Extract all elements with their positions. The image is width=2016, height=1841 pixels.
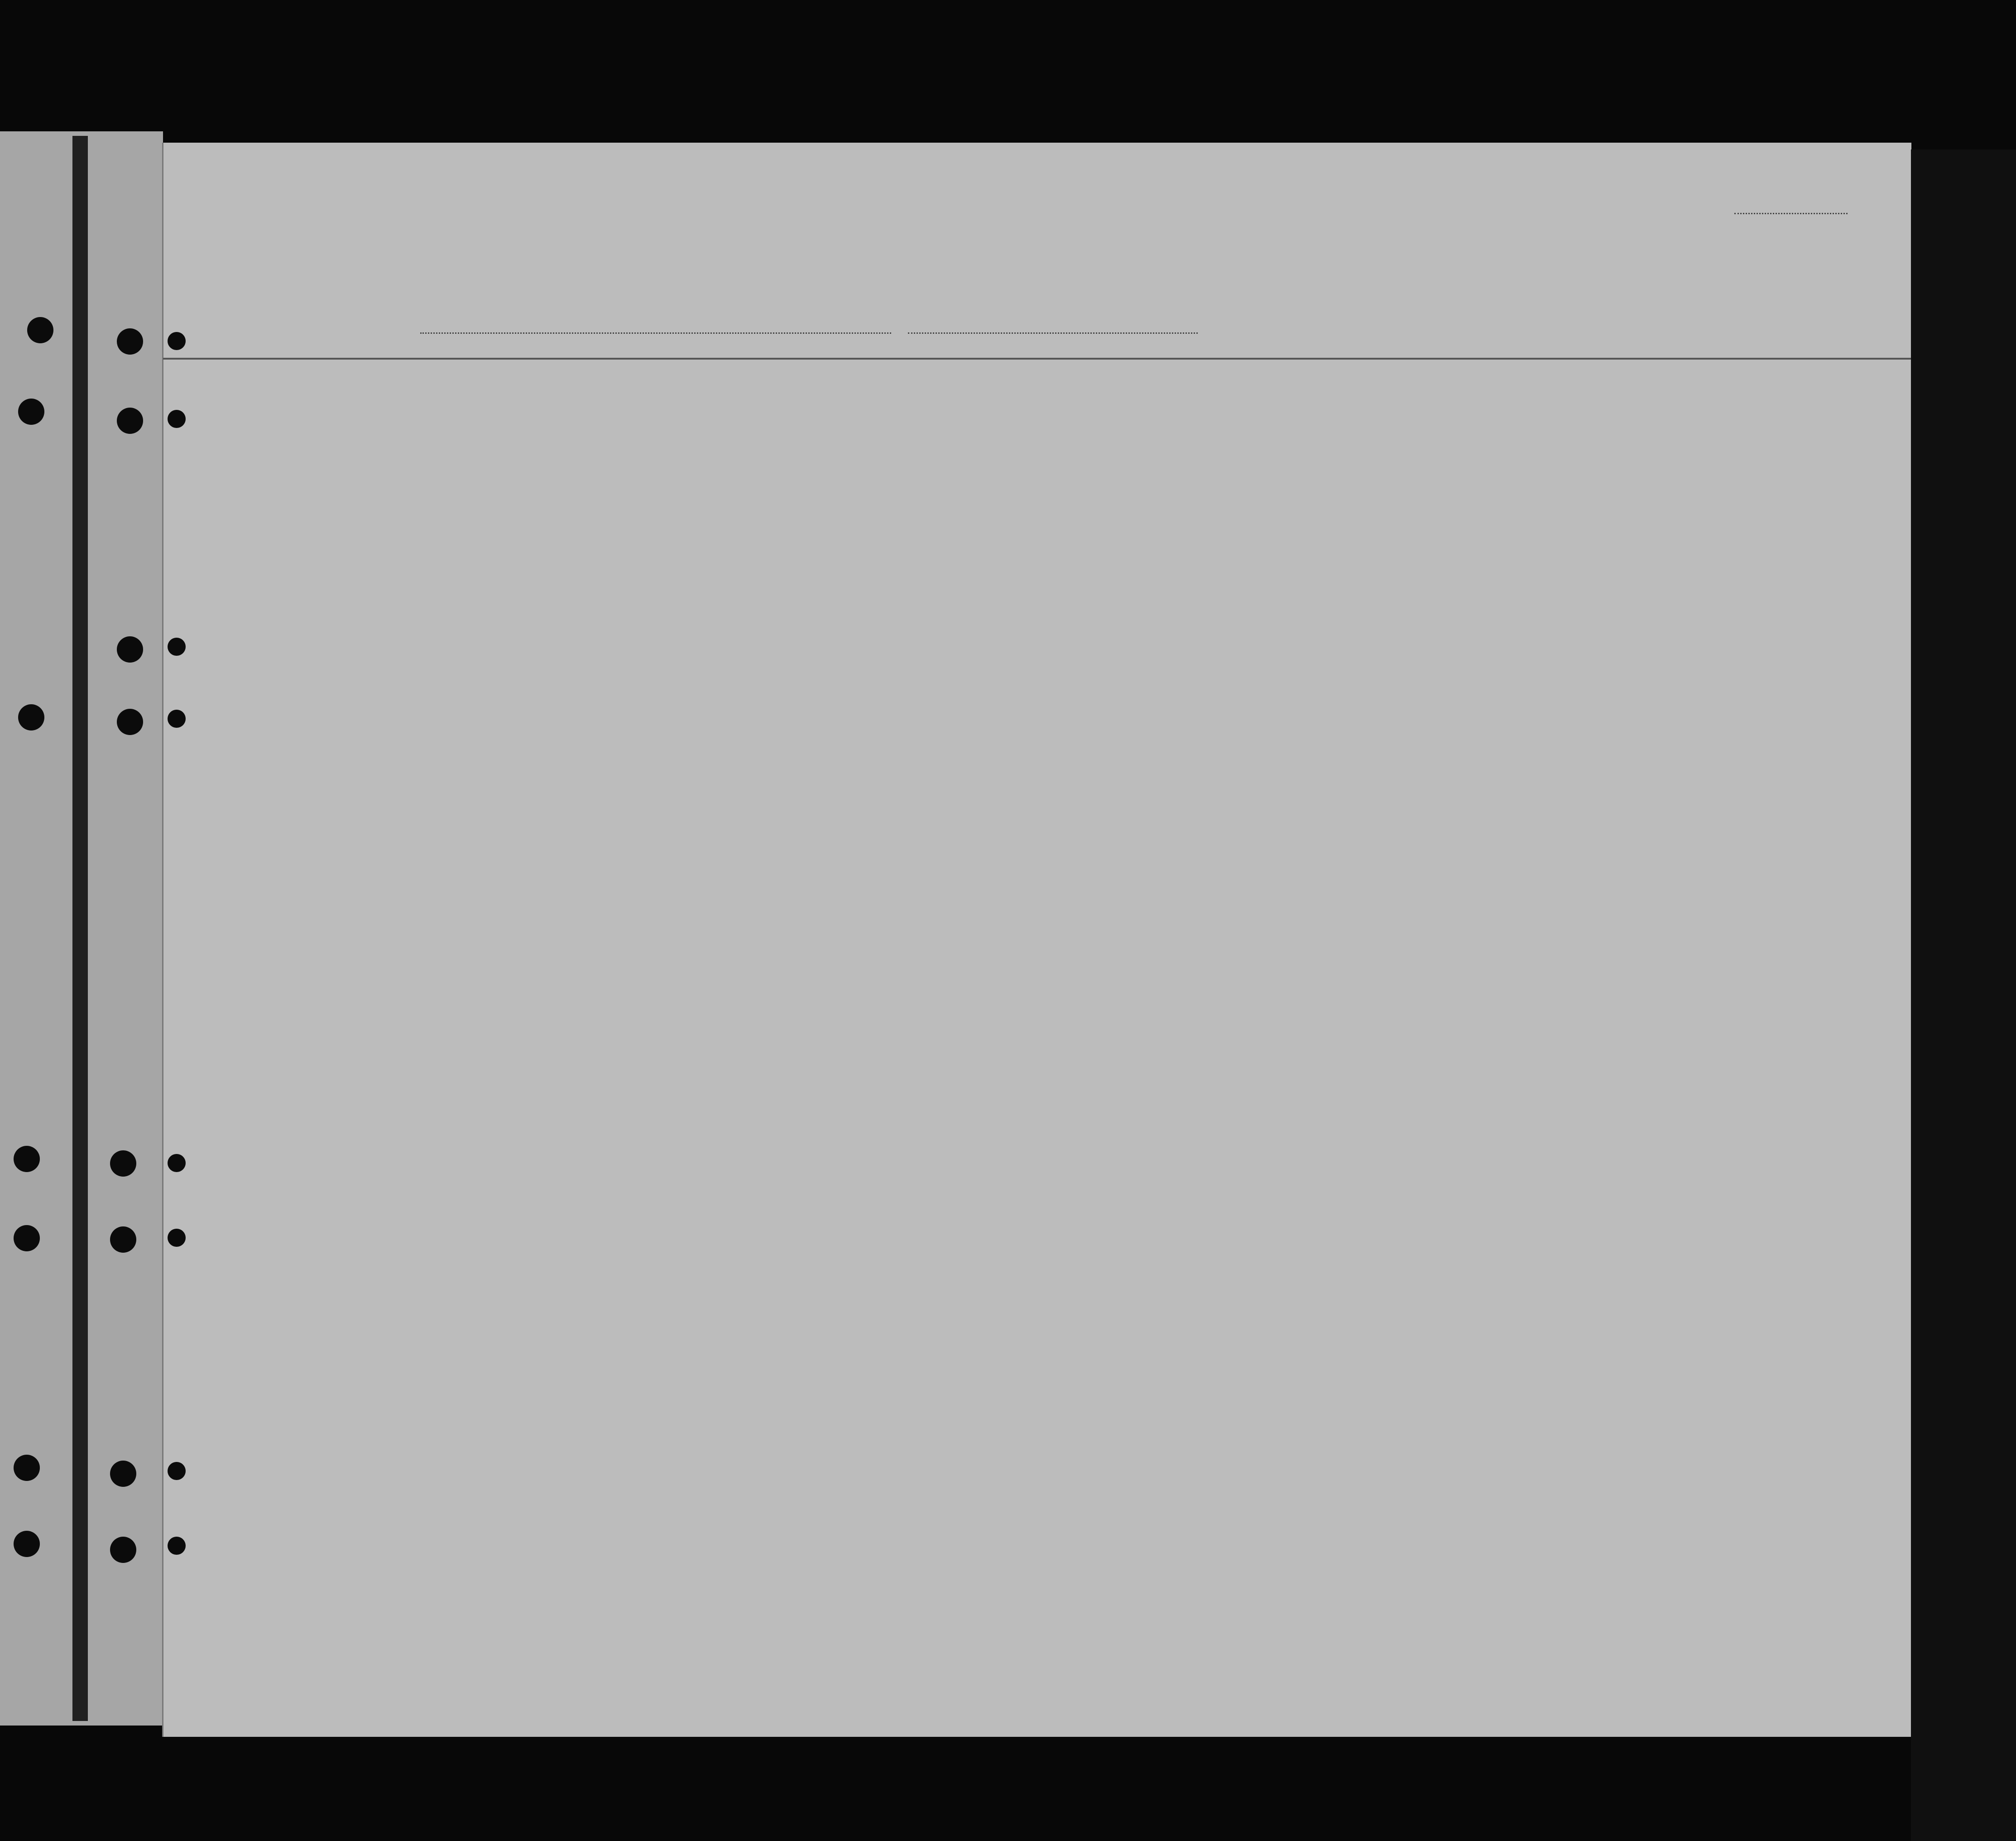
header-purpose-b bbox=[1214, 419, 1241, 516]
header-fifty-dollars bbox=[756, 399, 779, 512]
header-question-28 bbox=[1366, 399, 1411, 516]
header-inches bbox=[1626, 476, 1639, 516]
header-ticket bbox=[638, 399, 664, 512]
header-arrested bbox=[1476, 399, 1496, 516]
header-polygamist bbox=[1319, 399, 1337, 516]
header-feet bbox=[1606, 476, 1619, 516]
header-prison bbox=[1280, 399, 1314, 516]
header-purpose-c bbox=[1246, 419, 1273, 516]
header-anarchist bbox=[1341, 399, 1359, 516]
header-labor-offer bbox=[1416, 399, 1451, 516]
header-excluded bbox=[1454, 399, 1474, 516]
header-purpose-a bbox=[1176, 419, 1207, 516]
